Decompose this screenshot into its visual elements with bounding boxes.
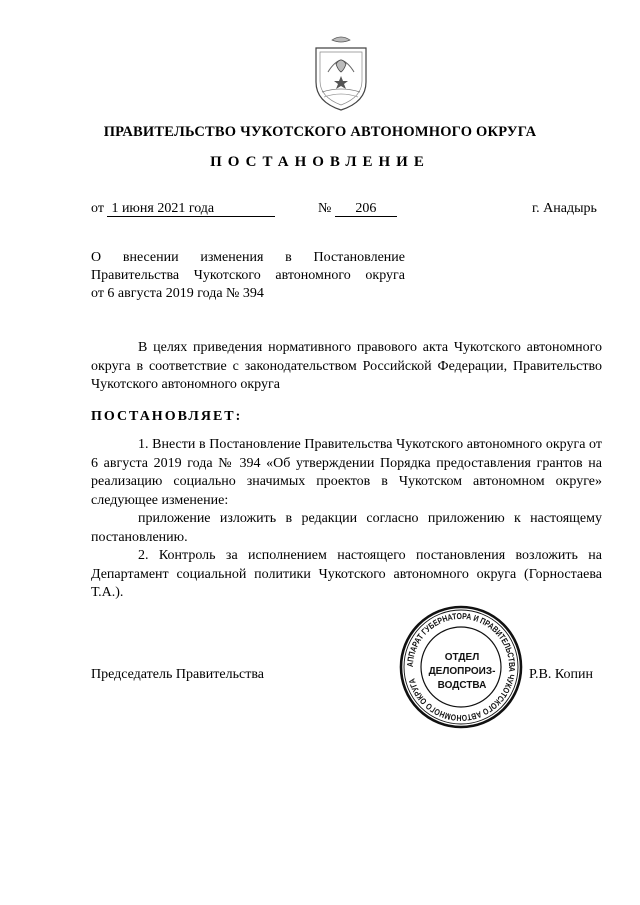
stamp-center-line: ОТДЕЛ [444, 652, 480, 663]
resolution-items [91, 436, 602, 603]
subject-line: от 6 августа 2019 года № 394 [91, 286, 264, 301]
city-label: г. Анадырь [532, 201, 597, 216]
date-value: 1 июня 2021 года [107, 201, 275, 217]
resolves-heading: ПОСТАНОВЛЯЕТ: [91, 409, 243, 424]
item-1-detail-text: приложение изложить в редакции согласно приложению к настоящему постановлению. [91, 511, 602, 545]
coat-of-arms-emblem [308, 34, 374, 114]
subject-line: О внесении изменения в Постановление [91, 250, 405, 265]
stamp-ring-text: АППАРАТ ГУБЕРНАТОРА И ПРАВИТЕЛЬСТВА ЧУКОТСКОГО АВТОНОМНОГО ОКРУГА [404, 610, 518, 724]
stamp-center-line: ДЕЛОПРОИЗ- [428, 666, 496, 677]
item-2-text: 2. Контроль за исполнением настоящего постановления возложить на Департамент социальной политики Чукотского автономного округа (Горностаева Т.А.). [91, 548, 602, 600]
stamp-center-line: ВОДСТВА [437, 680, 487, 691]
number-sign: № [318, 201, 332, 216]
subject-line: Правительства Чукотского автономного округа [91, 268, 405, 283]
signatory-position: Председатель Правительства [91, 667, 264, 682]
signatory-name: Р.В. Копин [529, 667, 593, 682]
government-title: ПРАВИТЕЛЬСТВО ЧУКОТСКОГО АВТОНОМНОГО ОКРУГА [103, 124, 537, 140]
preamble-block [91, 339, 602, 395]
document-type-title: ПОСТАНОВЛЕНИЕ [210, 154, 430, 170]
item-1-text: 1. Внести в Постановление Правительства Чукотского автономного округа от 6 августа 2019 года № 394 «Об утверждении Порядка предоставления грантов на реализацию социально значимых проектов в Чукотском автономном округе» следующее изменение: [91, 437, 602, 508]
date-line [91, 201, 275, 217]
number-line [318, 201, 397, 217]
preamble-text: В целях приведения нормативного правового акта Чукотского автономного округа в соответствие с законодательством Российской Федерации, Правительство Чукотского автономного округа [91, 340, 602, 392]
date-prefix: от [91, 201, 104, 216]
office-stamp [398, 604, 524, 730]
number-value: 206 [335, 201, 397, 217]
subject-block [91, 249, 405, 303]
